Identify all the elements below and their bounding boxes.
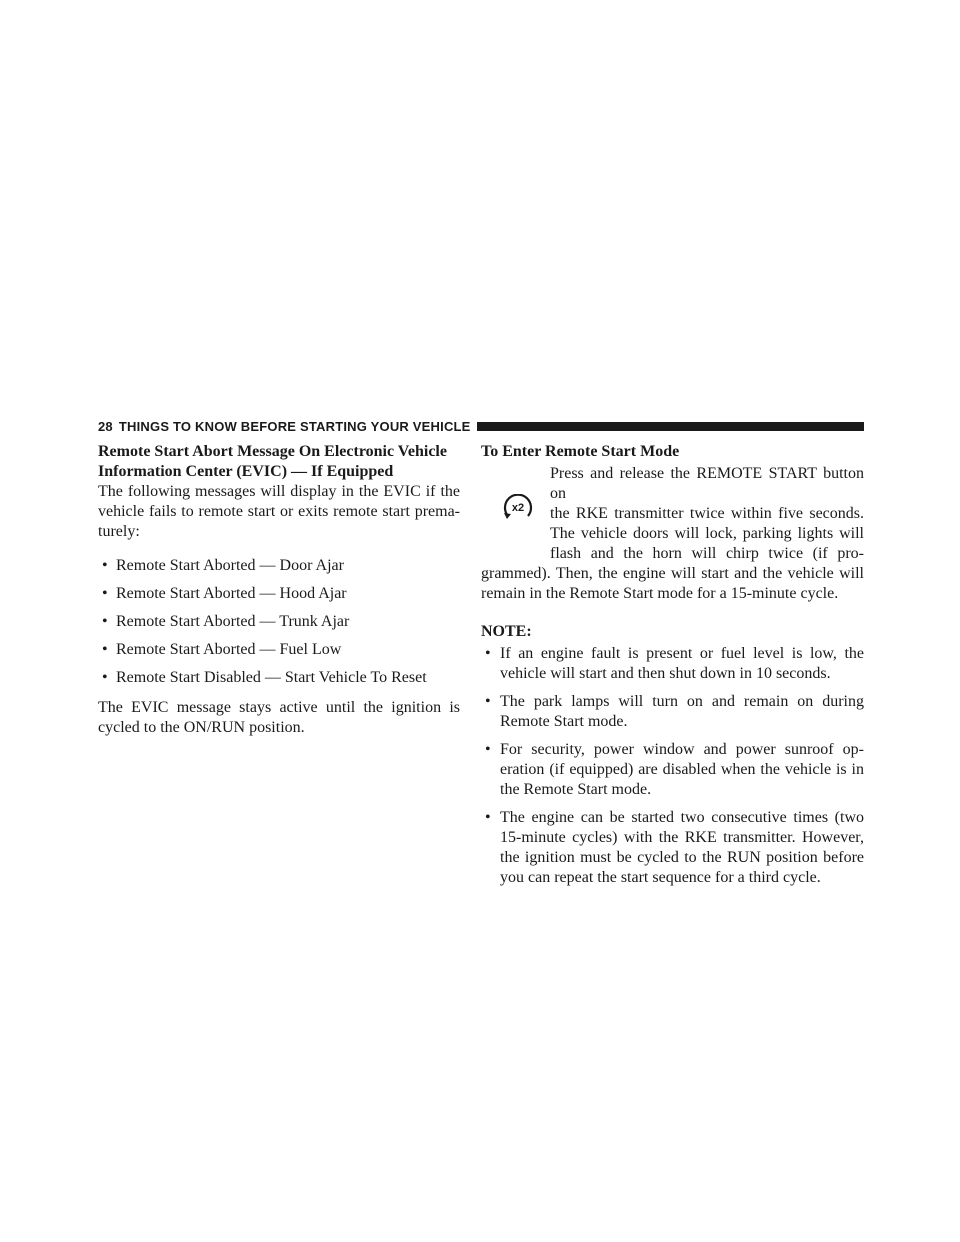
- bullet-icon: •: [102, 557, 108, 574]
- page-header: [98, 418, 864, 434]
- right-column: [481, 442, 864, 896]
- remote-start-x2-icon: [501, 494, 535, 520]
- bullet-icon: •: [102, 669, 108, 686]
- abort-intro-paragraph: The following messages will display in the EVIC if the vehicle fails to remote start or exits remote start prema-turely:: [98, 483, 460, 540]
- list-item: [98, 556, 460, 576]
- page-number: 28: [98, 418, 113, 434]
- bullet-icon: •: [485, 741, 491, 758]
- instruction-indented-lines: [481, 464, 864, 564]
- list-item: [98, 584, 460, 604]
- enter-remote-start-heading: To Enter Remote Start Mode: [481, 443, 680, 460]
- list-item: [481, 740, 864, 800]
- list-item-text: Remote Start Disabled — Start Vehicle To Reset: [116, 669, 427, 686]
- instruction-line: the RKE transmitter twice within five seconds.: [550, 505, 864, 522]
- list-item: [481, 692, 864, 732]
- remote-start-abort-heading: Remote Start Abort Message On Electronic Vehicle Information Center (EVIC) — If Equipped: [98, 443, 447, 480]
- x2-icon-label: x2: [511, 502, 525, 514]
- evic-closing-paragraph: The EVIC message stays active until the ignition is cycled to the ON/RUN position.: [98, 699, 460, 736]
- list-item-text: Remote Start Aborted — Door Ajar: [116, 557, 344, 574]
- list-item: [98, 612, 460, 632]
- instruction-line: The vehicle doors will lock, parking lights will: [550, 525, 864, 542]
- bullet-icon: •: [102, 641, 108, 658]
- bullet-icon: •: [102, 585, 108, 602]
- list-item-text: For security, power window and power sunroof op-eration (if equipped) are disabled when the vehicle is in the Remote Start mode.: [500, 741, 864, 798]
- remote-start-instructions: [481, 464, 864, 604]
- instruction-line: flash and the horn will chirp twice (if pro-: [550, 545, 864, 562]
- list-item-text: If an engine fault is present or fuel level is low, the vehicle will start and then shut down in 10 seconds.: [500, 645, 864, 682]
- header-rule: [477, 422, 864, 431]
- section-title: THINGS TO KNOW BEFORE STARTING YOUR VEHICLE: [118, 418, 471, 434]
- left-column: [98, 442, 460, 738]
- note-list: [481, 644, 864, 888]
- abort-message-list: [98, 556, 460, 688]
- list-item-text: Remote Start Aborted — Hood Ajar: [116, 585, 347, 602]
- note-title: NOTE:: [481, 623, 532, 640]
- list-item-text: The engine can be started two consecutive times (two 15-minute cycles) with the RKE transmitter. However, the ignition must be cycled to the RUN position before you can repeat the start sequence for a third cycle.: [500, 809, 864, 886]
- instruction-continuation: grammed). Then, the engine will start and the vehicle will remain in the Remote Start mode for a 15-minute cycle.: [481, 565, 864, 602]
- list-item: [98, 640, 460, 660]
- list-item-text: Remote Start Aborted — Fuel Low: [116, 641, 342, 658]
- list-item: [481, 644, 864, 684]
- bullet-icon: •: [485, 809, 491, 826]
- bullet-icon: •: [485, 693, 491, 710]
- list-item: [481, 808, 864, 888]
- bullet-icon: •: [102, 613, 108, 630]
- list-item-text: Remote Start Aborted — Trunk Ajar: [116, 613, 350, 630]
- bullet-icon: •: [485, 645, 491, 662]
- list-item: [98, 668, 460, 688]
- instruction-line: Press and release the REMOTE START button on: [550, 465, 864, 502]
- list-item-text: The park lamps will turn on and remain on during Remote Start mode.: [500, 693, 864, 730]
